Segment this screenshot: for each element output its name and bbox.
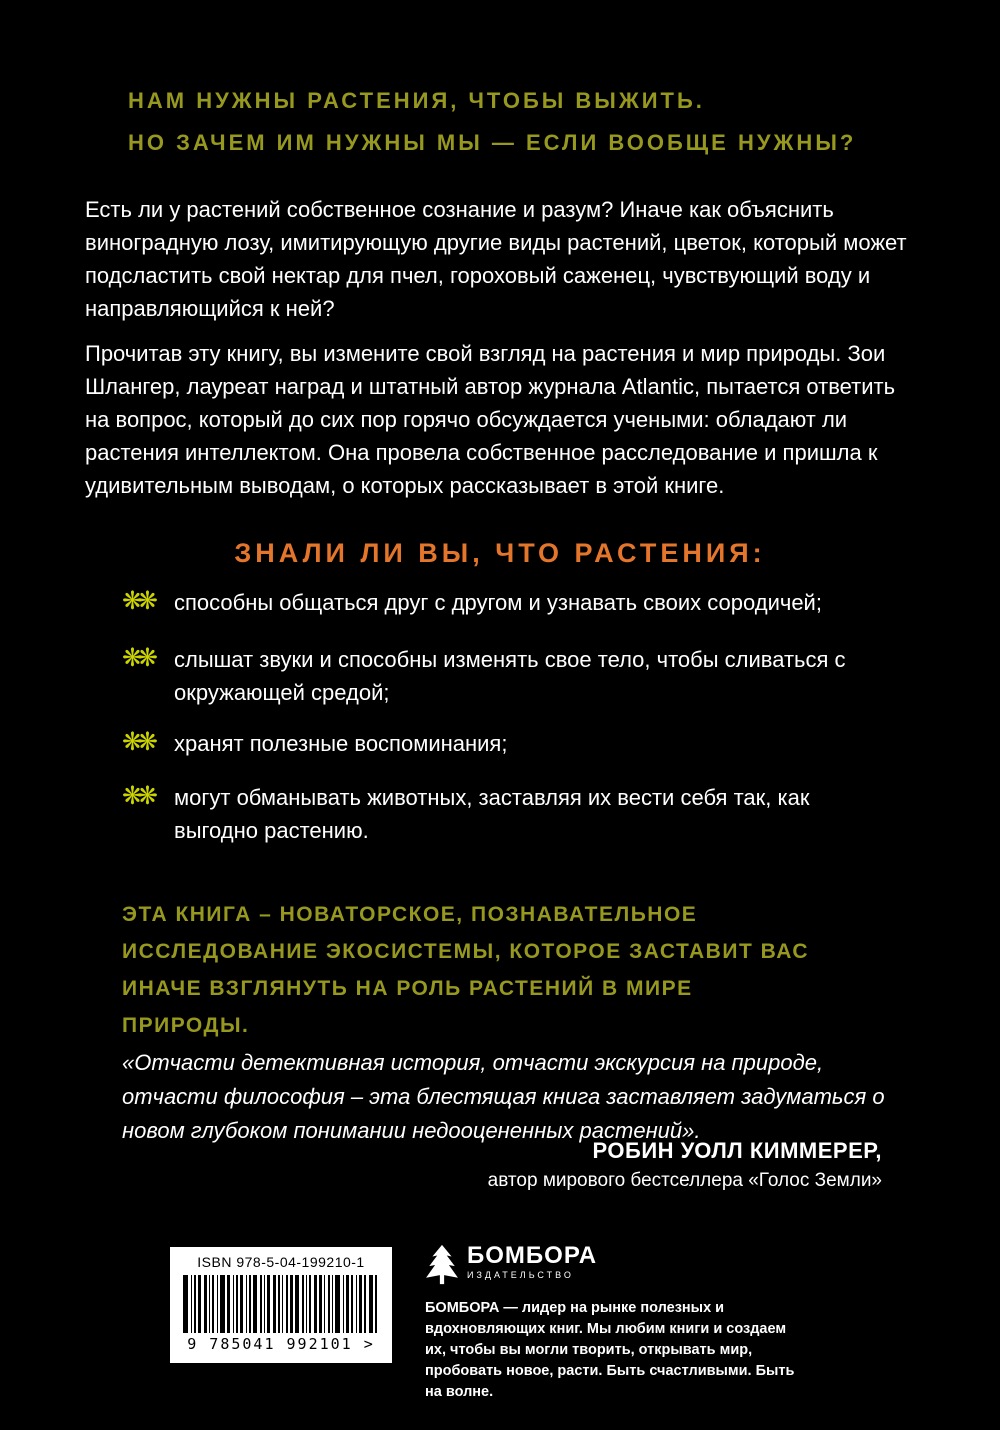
list-item [122, 727, 892, 760]
flower-asterisk-icon: ❋❋ [122, 782, 152, 810]
isbn-number: ISBN 978-5-04-199210-1 [197, 1254, 365, 1270]
list-item-label: слышат звуки и способны изменять свое тело, чтобы сливаться с окружающей средой; [174, 647, 846, 705]
headline-line-1: НАМ НУЖНЫ РАСТЕНИЯ, ЧТОБЫ ВЫЖИТЬ. [128, 88, 705, 113]
publisher-logo [425, 1243, 597, 1287]
review-author: РОБИН УОЛЛ КИММЕРЕР, [592, 1138, 882, 1163]
list-item [122, 586, 892, 619]
list-item [122, 781, 892, 847]
publisher-subtitle: ИЗДАТЕЛЬСТВО [467, 1270, 574, 1280]
barcode-digits: 9 785041 992101 > [187, 1335, 375, 1353]
flower-asterisk-icon: ❋❋ [122, 587, 152, 615]
barcode [183, 1275, 379, 1333]
publisher-name-block [467, 1243, 597, 1280]
list-item-label: хранят полезные воспоминания; [174, 731, 508, 756]
intro-paragraph: Есть ли у растений собственное сознание и разум? Иначе как объяснить виноградную лозу, имитирующую другие виды растений, цветок, который может подсластить свой нектар для пчел, гороховый саженец, чувствующий воду и направляющийся к ней? [85, 197, 907, 321]
list-item [122, 643, 892, 709]
about-author-paragraph: Прочитав эту книгу, вы измените свой взгляд на растения и мир природы. Зои Шлангер, лауреат наград и штатный автор журнала Atlantic, пытается ответить на вопрос, который до сих пор горячо обсуждается учеными: обладают ли растения интеллектом. Она провела собственное расследование и пришла к удивительным выводам, о которых рассказывает в этой книге. [85, 341, 896, 498]
isbn-barcode-block [170, 1247, 392, 1363]
headline-line-2: НО ЗАЧЕМ ИМ НУЖНЫ МЫ — ЕСЛИ ВООБЩЕ НУЖНЫ? [128, 130, 857, 155]
flower-asterisk-icon: ❋❋ [122, 644, 152, 672]
tree-icon [425, 1243, 459, 1287]
review-author-credit: автор мирового бестселлера «Голос Земли» [487, 1170, 882, 1191]
publisher-description: БОМБОРА — лидер на рынке полезных и вдохновляющих книг. Мы любим книги и создаем их, чтобы вы могли творить, открывать мир, пробовать новое, расти. Быть счастливыми. Быть на волне. [425, 1300, 795, 1400]
book-statement: ЭТА КНИГА – НОВАТОРСКОЕ, ПОЗНАВАТЕЛЬНОЕ ИССЛЕДОВАНИЕ ЭКОСИСТЕМЫ, КОТОРОЕ ЗАСТАВИТ ВАС ИНАЧЕ ВЗГЛЯНУТЬ НА РОЛЬ РАСТЕНИЙ В МИРЕ ПРИРОДЫ. [122, 903, 810, 1037]
facts-list-heading: ЗНАЛИ ЛИ ВЫ, ЧТО РАСТЕНИЯ: [234, 538, 766, 568]
review-quote: «Отчасти детективная история, отчасти экскурсия на природе, отчасти философия – эта блестящая книга заставляет задуматься о новом глубоком понимании недооцененных растений». [122, 1050, 885, 1143]
list-item-label: способны общаться друг с другом и узнавать своих сородичей; [174, 590, 822, 615]
flower-asterisk-icon: ❋❋ [122, 728, 152, 756]
list-item-label: могут обманывать животных, заставляя их вести себя так, как выгодно растению. [174, 785, 810, 843]
publisher-name: БОМБОРА [467, 1242, 598, 1269]
